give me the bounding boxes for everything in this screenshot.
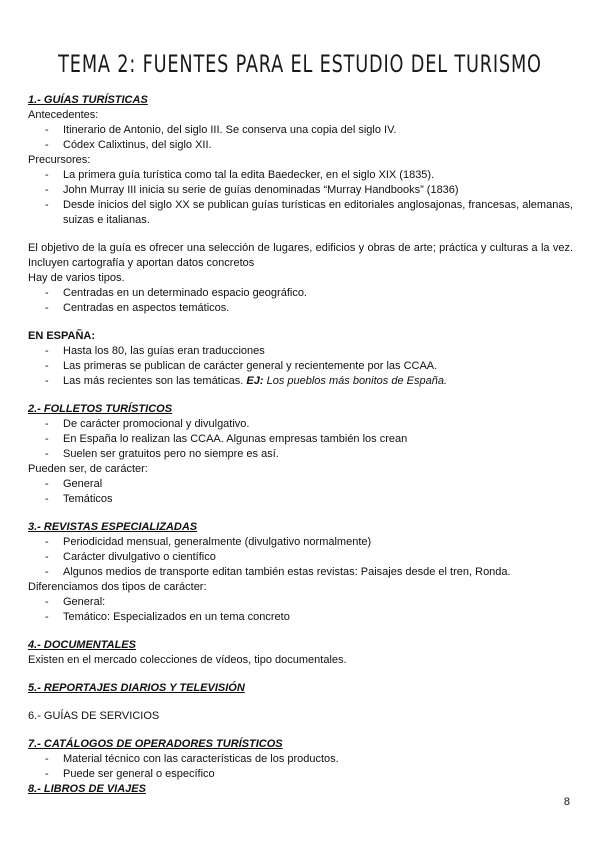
- diferenciamos-label: Diferenciamos dos tipos de carácter:: [28, 581, 207, 593]
- list-item: - Centradas en un determinado espacio geográfico.: [28, 286, 573, 301]
- objetivo-paragraph: El objetivo de la guía es ofrecer una selección de lugares, edificios y obras de arte; práctica y culturas a la vez. Incluyen cartografía y aportan datos concretos: [28, 242, 573, 269]
- antecedentes-label: Antecedentes:: [28, 109, 99, 121]
- espana-list: [28, 344, 573, 389]
- folletos-list: [28, 417, 573, 462]
- catalogos-list: [28, 752, 573, 782]
- section-heading-guias: 1.- GUÍAS TURÍSTICAS: [28, 94, 148, 106]
- list-item: - Puede ser general o específico: [28, 767, 573, 782]
- list-item: - La primera guía turística como tal la edita Baedecker, en el siglo XIX (1835).: [28, 168, 573, 183]
- list-item: - Material técnico con las características de los productos.: [28, 752, 573, 767]
- list-item: - Temáticos: [28, 492, 573, 507]
- list-item: - John Murray III inicia su serie de guías denominadas “Murray Handbooks” (1836): [28, 183, 573, 198]
- document-body: [28, 93, 573, 797]
- page-number: 8: [563, 796, 570, 808]
- list-item: - Periodicidad mensual, generalmente (divulgativo normalmente): [28, 535, 573, 550]
- list-item: - Itinerario de Antonio, del siglo III. Se conserva una copia del siglo IV.: [28, 123, 573, 138]
- section-heading-catalogos: 7.- CATÁLOGOS DE OPERADORES TURÍSTICOS: [28, 738, 283, 750]
- revistas-list: [28, 535, 573, 580]
- pueden-list: [28, 477, 573, 507]
- tipos-list: [28, 286, 573, 316]
- section-heading-reportajes: 5.- REPORTAJES DIARIOS Y TELEVISIÓN: [28, 682, 245, 694]
- list-item: - General:: [28, 595, 573, 610]
- list-item: - Centradas en aspectos temáticos.: [28, 301, 573, 316]
- section-heading-documentales: 4.- DOCUMENTALES: [28, 639, 136, 651]
- precursores-list: [28, 168, 573, 228]
- list-item: - Carácter divulgativo o científico: [28, 550, 573, 565]
- pueden-label: Pueden ser, de carácter:: [28, 463, 148, 475]
- list-item: - General: [28, 477, 573, 492]
- list-item: - Algunos medios de transporte editan también estas revistas: Paisajes desde el tren, Ronda.: [28, 565, 573, 580]
- list-item: - Suelen ser gratuitos pero no siempre es así.: [28, 447, 573, 462]
- tipos-label: Hay de varios tipos.: [28, 272, 125, 284]
- list-item: - En España lo realizan las CCAA. Algunas empresas también los crean: [28, 432, 573, 447]
- list-item: - Códex Calixtinus, del siglo XII.: [28, 138, 573, 153]
- list-item: - Las primeras se publican de carácter general y recientemente por las CCAA.: [28, 359, 573, 374]
- list-item-text: Las más recientes son las temáticas.: [63, 375, 247, 387]
- documentales-text: Existen en el mercado colecciones de vídeos, tipo documentales.: [28, 654, 347, 666]
- list-item: - Temático: Especializados en un tema concreto: [28, 610, 573, 625]
- list-item: - De carácter promocional y divulgativo.: [28, 417, 573, 432]
- example-label: EJ:: [246, 375, 264, 387]
- list-item: - Hasta los 80, las guías eran traducciones: [28, 344, 573, 359]
- section-heading-revistas: 3.- REVISTAS ESPECIALIZADAS: [28, 521, 198, 533]
- section-heading-espana: EN ESPAÑA:: [28, 330, 96, 342]
- page-title: TEMA 2: FUENTES PARA EL ESTUDIO DEL TURISMO: [58, 50, 542, 78]
- list-item: - Desde inicios del siglo XX se publican guías turísticas en editoriales anglosajonas, francesas, alemanas, suizas e italianas.: [28, 198, 573, 228]
- example-text: Los pueblos más bonitos de España.: [263, 375, 448, 387]
- section-heading-guias-servicios: 6.- GUÍAS DE SERVICIOS: [28, 710, 160, 722]
- diferenciamos-list: [28, 595, 573, 625]
- section-heading-libros: 8.- LIBROS DE VIAJES: [28, 783, 146, 795]
- list-item: [28, 374, 573, 389]
- section-heading-folletos: 2.- FOLLETOS TURÍSTICOS: [28, 403, 173, 415]
- antecedentes-list: [28, 123, 573, 153]
- precursores-label: Precursores:: [28, 154, 91, 166]
